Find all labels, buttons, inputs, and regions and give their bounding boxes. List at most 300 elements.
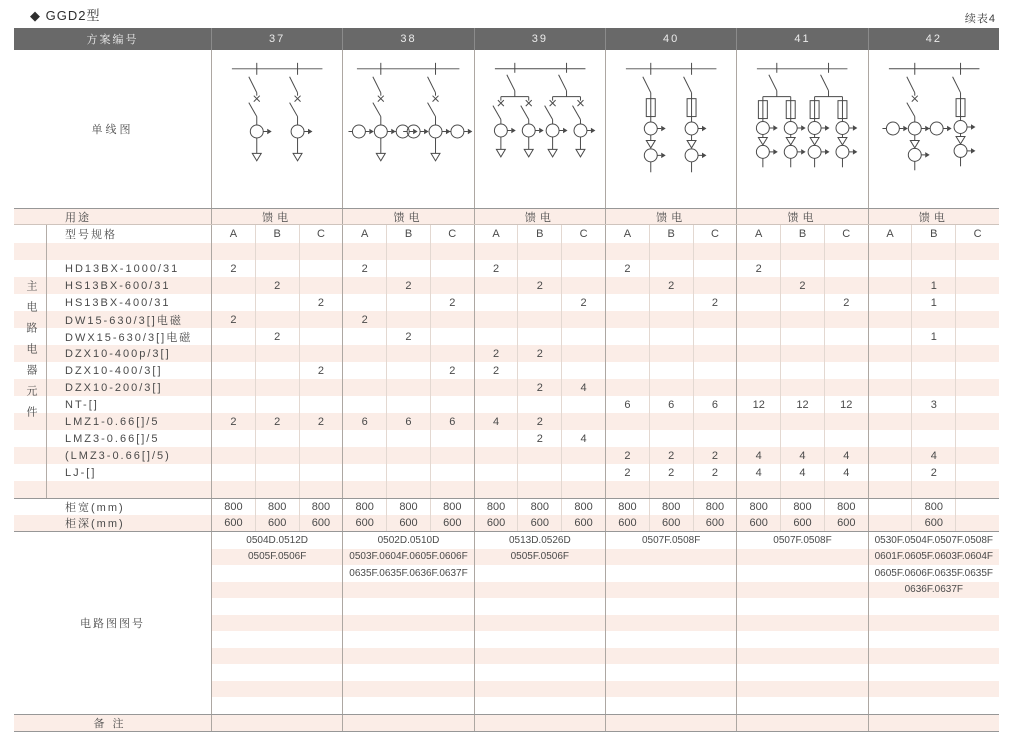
value-cell — [824, 311, 868, 328]
component-row-label: HS13BX-600/31 — [65, 279, 171, 292]
subcol-header: C — [693, 225, 737, 243]
value-cell — [824, 277, 868, 294]
value-cell — [955, 515, 999, 531]
value-cell — [693, 413, 737, 430]
value-cell — [299, 260, 343, 277]
value-cell: 2 — [474, 362, 518, 379]
value-cell — [649, 413, 693, 430]
value-cell — [211, 345, 255, 362]
circuit-number-cell: 0513D.0526D — [474, 532, 605, 549]
header-scheme-number-label: 方案编号 — [86, 34, 139, 46]
value-cell — [955, 396, 999, 413]
value-cell: 600 — [824, 515, 868, 531]
value-cell: 800 — [693, 499, 737, 515]
value-cell: 2 — [342, 260, 386, 277]
table-row — [14, 515, 999, 531]
value-cell: 2 — [605, 447, 649, 464]
circuit-number-cell — [474, 681, 605, 698]
circuit-number-cell — [342, 697, 473, 714]
component-rows-section — [14, 243, 999, 498]
value-cell: 800 — [386, 499, 430, 515]
value-cell: 2 — [517, 430, 561, 447]
value-cell — [693, 328, 737, 345]
circuit-number-cell: 0605F.0606F.0635F.0635F — [868, 565, 999, 582]
circuit-number-cell — [736, 648, 867, 665]
subcol-header: B — [517, 225, 561, 243]
value-cell: 600 — [605, 515, 649, 531]
value-cell: 600 — [430, 515, 474, 531]
value-cell: 12 — [824, 396, 868, 413]
value-cell — [211, 447, 255, 464]
circuit-number-cell: 0530F.0504F.0507F.0508F — [868, 532, 999, 549]
value-cell — [649, 243, 693, 260]
value-cell — [605, 311, 649, 328]
circuit-number-cell — [211, 565, 342, 582]
value-cell — [605, 430, 649, 447]
single-line-diagram-row — [14, 50, 999, 208]
value-cell — [911, 345, 955, 362]
value-cell — [517, 447, 561, 464]
value-cell — [955, 447, 999, 464]
value-cell — [517, 396, 561, 413]
value-cell: 1 — [911, 294, 955, 311]
value-cell — [517, 464, 561, 481]
value-cell — [693, 379, 737, 396]
value-cell: 6 — [342, 413, 386, 430]
header-scheme-39: 39 — [474, 28, 605, 50]
value-cell — [780, 413, 824, 430]
circuit-number-cell — [736, 631, 867, 648]
value-cell — [299, 464, 343, 481]
blank-row-label — [14, 481, 211, 498]
value-cell: 1 — [911, 277, 955, 294]
value-cell: 6 — [430, 413, 474, 430]
value-cell — [736, 413, 780, 430]
value-cell — [386, 311, 430, 328]
value-cell — [342, 294, 386, 311]
value-cell: 4 — [824, 464, 868, 481]
value-cell: 6 — [693, 396, 737, 413]
remarks-row — [14, 714, 999, 732]
usage-cell-42: 馈电 — [868, 209, 999, 224]
remarks-cell-42 — [868, 715, 999, 731]
value-cell — [561, 413, 605, 430]
subcol-header: C — [299, 225, 343, 243]
component-row-label: DWX15-630/3[]电磁 — [65, 331, 193, 344]
value-cell — [693, 362, 737, 379]
value-cell: 2 — [780, 277, 824, 294]
header-scheme-42: 42 — [868, 28, 999, 50]
value-cell — [474, 447, 518, 464]
single-line-diagram-38 — [342, 50, 473, 208]
value-cell — [868, 311, 912, 328]
table-row — [14, 498, 999, 515]
value-cell — [605, 294, 649, 311]
value-cell — [474, 481, 518, 498]
value-cell: 600 — [386, 515, 430, 531]
value-cell — [430, 243, 474, 260]
main-circuit-components-label: 主电路电器元件 — [25, 280, 37, 427]
value-cell: 6 — [386, 413, 430, 430]
circuit-number-cell: 0635F.0635F.0636F.0637F — [342, 565, 473, 582]
subcol-header: C — [430, 225, 474, 243]
value-cell — [342, 481, 386, 498]
circuit-number-cell — [736, 664, 867, 681]
value-cell — [561, 328, 605, 345]
value-cell — [605, 328, 649, 345]
value-cell — [649, 379, 693, 396]
value-cell — [824, 413, 868, 430]
value-cell — [780, 481, 824, 498]
value-cell: 800 — [474, 499, 518, 515]
component-row-label: DW15-630/3[]电磁 — [65, 314, 183, 327]
circuit-number-cell — [342, 598, 473, 615]
value-cell — [955, 294, 999, 311]
cabinet-width-label: 柜宽(mm) — [65, 502, 125, 514]
value-cell — [868, 396, 912, 413]
circuit-number-cell: 0505F.0506F — [474, 549, 605, 566]
value-cell — [386, 430, 430, 447]
value-cell: 2 — [605, 464, 649, 481]
value-cell: 800 — [430, 499, 474, 515]
circuit-number-cell — [474, 582, 605, 599]
circuit-number-cell: 0601F.0605F.0603F.0604F — [868, 549, 999, 566]
value-cell — [868, 515, 912, 531]
value-cell — [780, 260, 824, 277]
value-cell — [868, 447, 912, 464]
value-cell: 2 — [517, 379, 561, 396]
diagram-row-label: 单线图 — [91, 124, 134, 136]
remarks-cell-39 — [474, 715, 605, 731]
circuit-number-cell — [342, 664, 473, 681]
single-line-diagram-40 — [605, 50, 736, 208]
value-cell — [255, 430, 299, 447]
circuit-number-cell — [605, 681, 736, 698]
subcol-header: A — [868, 225, 912, 243]
value-cell — [255, 481, 299, 498]
value-cell — [868, 481, 912, 498]
value-cell — [824, 430, 868, 447]
component-row-label: LMZ3-0.66[]/5 — [65, 432, 160, 445]
circuit-number-cell — [605, 664, 736, 681]
component-row-label: LMZ1-0.66[]/5 — [65, 415, 160, 428]
value-cell — [780, 362, 824, 379]
value-cell — [517, 328, 561, 345]
value-cell — [736, 430, 780, 447]
value-cell — [342, 464, 386, 481]
value-cell — [780, 430, 824, 447]
value-cell — [561, 481, 605, 498]
value-cell — [561, 311, 605, 328]
value-cell — [342, 328, 386, 345]
value-cell — [693, 277, 737, 294]
component-row-label: DZX10-400/3[] — [65, 364, 163, 377]
page-title: ◆ GGD2型 — [30, 8, 101, 23]
value-cell: 600 — [474, 515, 518, 531]
value-cell — [868, 328, 912, 345]
value-cell: 2 — [211, 311, 255, 328]
table-row — [14, 379, 999, 396]
value-cell — [911, 413, 955, 430]
value-cell: 2 — [561, 294, 605, 311]
value-cell — [386, 447, 430, 464]
value-cell: 600 — [649, 515, 693, 531]
circuit-number-cell — [605, 697, 736, 714]
value-cell — [386, 243, 430, 260]
value-cell — [255, 379, 299, 396]
component-row-label: NT-[] — [65, 398, 99, 411]
circuit-number-cell — [342, 631, 473, 648]
value-cell: 4 — [780, 447, 824, 464]
value-cell — [955, 243, 999, 260]
value-cell — [605, 413, 649, 430]
component-row-label: HD13BX-1000/31 — [65, 262, 180, 275]
value-cell — [474, 430, 518, 447]
value-cell — [955, 362, 999, 379]
circuit-number-cell — [211, 664, 342, 681]
value-cell — [824, 481, 868, 498]
usage-cell-41: 馈电 — [736, 209, 867, 224]
value-cell: 800 — [649, 499, 693, 515]
table-row — [14, 413, 999, 430]
value-cell — [211, 362, 255, 379]
value-cell: 800 — [780, 499, 824, 515]
value-cell — [693, 243, 737, 260]
value-cell — [868, 243, 912, 260]
table-row — [14, 277, 999, 294]
value-cell — [430, 447, 474, 464]
value-cell — [911, 362, 955, 379]
subcol-header: B — [911, 225, 955, 243]
value-cell — [474, 464, 518, 481]
value-cell — [386, 362, 430, 379]
value-cell — [561, 277, 605, 294]
value-cell — [386, 379, 430, 396]
circuit-number-cell — [868, 697, 999, 714]
value-cell — [693, 311, 737, 328]
value-cell: 2 — [299, 294, 343, 311]
circuit-number-cell: 0505F.0506F — [211, 549, 342, 566]
value-cell — [255, 396, 299, 413]
value-cell — [255, 345, 299, 362]
value-cell — [342, 277, 386, 294]
value-cell — [605, 277, 649, 294]
usage-row-label: 用途 — [65, 211, 91, 224]
single-line-diagram-39 — [474, 50, 605, 208]
value-cell — [386, 345, 430, 362]
value-cell — [780, 243, 824, 260]
value-cell — [430, 481, 474, 498]
subcol-header: B — [255, 225, 299, 243]
value-cell: 800 — [824, 499, 868, 515]
value-cell: 2 — [299, 362, 343, 379]
blank-row-label — [14, 243, 211, 260]
circuit-number-cell — [474, 631, 605, 648]
value-cell — [955, 464, 999, 481]
header-scheme-37: 37 — [211, 28, 342, 50]
value-cell — [736, 379, 780, 396]
value-cell: 2 — [517, 345, 561, 362]
value-cell: 2 — [693, 447, 737, 464]
value-cell — [386, 396, 430, 413]
value-cell — [824, 243, 868, 260]
value-cell: 12 — [780, 396, 824, 413]
circuit-number-cell — [342, 681, 473, 698]
value-cell: 2 — [693, 294, 737, 311]
circuit-number-cell: 0504D.0512D — [211, 532, 342, 549]
single-line-diagram-42 — [868, 50, 999, 208]
value-cell — [299, 430, 343, 447]
header-scheme-38: 38 — [342, 28, 473, 50]
value-cell — [911, 430, 955, 447]
value-cell — [736, 328, 780, 345]
value-cell: 800 — [736, 499, 780, 515]
value-cell — [824, 328, 868, 345]
value-cell — [342, 396, 386, 413]
circuit-number-cell — [474, 648, 605, 665]
value-cell: 2 — [255, 328, 299, 345]
component-row-label: DZX10-200/3[] — [65, 381, 163, 394]
value-cell — [605, 362, 649, 379]
value-cell: 2 — [211, 413, 255, 430]
table-row — [14, 345, 999, 362]
circuit-number-cell — [211, 631, 342, 648]
value-cell — [955, 345, 999, 362]
value-cell — [868, 260, 912, 277]
subcol-header: B — [780, 225, 824, 243]
component-row-label: LJ-[] — [65, 466, 97, 479]
circuit-number-cell: 0507F.0508F — [605, 532, 736, 549]
value-cell — [561, 362, 605, 379]
value-cell: 800 — [911, 499, 955, 515]
circuit-number-cell — [868, 648, 999, 665]
value-cell — [211, 464, 255, 481]
value-cell — [780, 345, 824, 362]
subcol-header: A — [605, 225, 649, 243]
value-cell: 600 — [211, 515, 255, 531]
value-cell: 2 — [693, 464, 737, 481]
value-cell: 600 — [561, 515, 605, 531]
remarks-cell-40 — [605, 715, 736, 731]
value-cell: 2 — [430, 362, 474, 379]
value-cell — [255, 260, 299, 277]
value-cell — [517, 243, 561, 260]
value-cell — [649, 345, 693, 362]
value-cell — [299, 345, 343, 362]
value-cell — [255, 447, 299, 464]
circuit-number-cell — [605, 565, 736, 582]
value-cell — [211, 243, 255, 260]
value-cell — [605, 379, 649, 396]
value-cell — [299, 447, 343, 464]
remarks-cell-37 — [211, 715, 342, 731]
spec-row-label: 型号规格 — [65, 229, 117, 241]
table-row — [14, 328, 999, 345]
value-cell — [561, 396, 605, 413]
circuit-number-cell — [605, 631, 736, 648]
value-cell — [299, 379, 343, 396]
usage-row — [14, 208, 999, 225]
header-scheme-41: 41 — [736, 28, 867, 50]
value-cell — [736, 345, 780, 362]
subcol-header: C — [955, 225, 999, 243]
circuit-number-cell — [605, 582, 736, 599]
value-cell — [255, 243, 299, 260]
value-cell — [605, 243, 649, 260]
value-cell — [955, 328, 999, 345]
value-cell: 2 — [911, 464, 955, 481]
value-cell: 800 — [342, 499, 386, 515]
value-cell — [736, 311, 780, 328]
value-cell — [780, 379, 824, 396]
value-cell — [474, 311, 518, 328]
value-cell: 600 — [693, 515, 737, 531]
circuit-diagram-number-section — [14, 531, 999, 714]
circuit-number-cell — [211, 648, 342, 665]
circuit-number-cell — [474, 565, 605, 582]
subcol-header: C — [561, 225, 605, 243]
value-cell: 2 — [386, 277, 430, 294]
value-cell — [517, 311, 561, 328]
value-cell — [299, 396, 343, 413]
value-cell — [474, 396, 518, 413]
value-cell — [868, 379, 912, 396]
value-cell: 2 — [736, 260, 780, 277]
value-cell — [430, 260, 474, 277]
value-cell — [824, 362, 868, 379]
value-cell — [693, 430, 737, 447]
value-cell: 2 — [605, 260, 649, 277]
subcol-header: B — [386, 225, 430, 243]
value-cell — [911, 243, 955, 260]
circuit-number-cell — [605, 648, 736, 665]
value-cell — [911, 260, 955, 277]
value-cell — [955, 277, 999, 294]
value-cell — [430, 464, 474, 481]
value-cell: 800 — [605, 499, 649, 515]
value-cell: 4 — [561, 379, 605, 396]
value-cell — [824, 345, 868, 362]
value-cell — [955, 481, 999, 498]
circuit-number-cell — [868, 615, 999, 632]
circuit-number-cell — [736, 549, 867, 566]
value-cell — [868, 362, 912, 379]
value-cell: 4 — [736, 464, 780, 481]
value-cell — [561, 447, 605, 464]
value-cell — [342, 243, 386, 260]
component-row-label: HS13BX-400/31 — [65, 296, 171, 309]
value-cell — [517, 294, 561, 311]
value-cell: 800 — [211, 499, 255, 515]
value-cell — [255, 464, 299, 481]
value-cell: 4 — [824, 447, 868, 464]
value-cell — [824, 379, 868, 396]
value-cell: 4 — [561, 430, 605, 447]
value-cell — [561, 243, 605, 260]
value-cell — [868, 430, 912, 447]
value-cell — [649, 481, 693, 498]
table-row — [14, 464, 999, 481]
continued-table-note: 续表4 — [964, 13, 996, 25]
remarks-cell-38 — [342, 715, 473, 731]
value-cell — [955, 430, 999, 447]
value-cell: 3 — [911, 396, 955, 413]
value-cell: 6 — [605, 396, 649, 413]
value-cell: 2 — [649, 447, 693, 464]
value-cell: 2 — [517, 277, 561, 294]
value-cell: 2 — [474, 260, 518, 277]
value-cell — [649, 328, 693, 345]
